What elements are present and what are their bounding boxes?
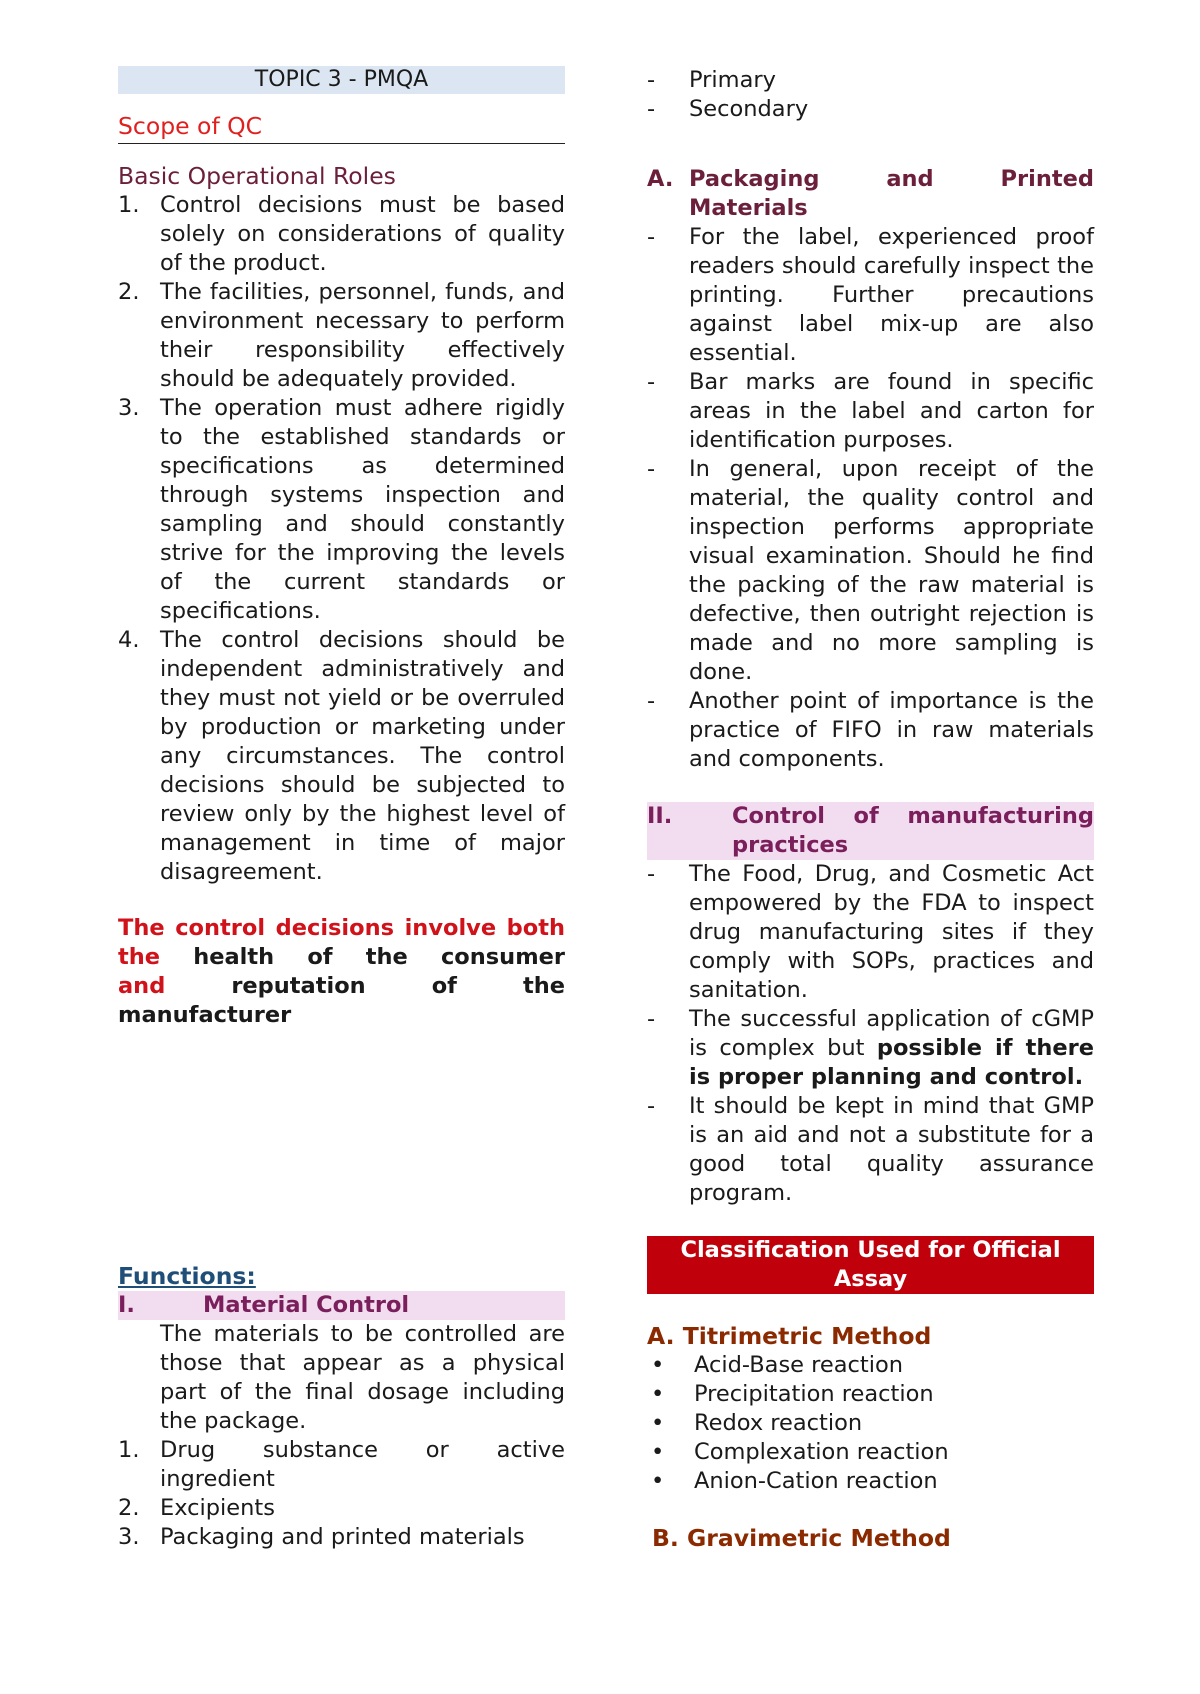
page-title: TOPIC 3 - PMQA — [118, 66, 565, 94]
list-item: - For the label, experienced proof readers should carefully inspect the printing. Further precautions against label mix-up are also essential. — [647, 223, 1094, 368]
list-item — [118, 626, 565, 887]
control-decisions-callout — [118, 914, 565, 1030]
list-item: - In general, upon receipt of the material, the quality control and inspection performs appropriate visual examination. Should he find the packing of the raw material is defective, then outright rejection is made and no more sampling is done. — [647, 455, 1094, 687]
titrimetric-heading: A. Titrimetric Method — [647, 1322, 932, 1350]
titrimetric-list — [647, 1351, 1094, 1496]
functions-heading: Functions: — [118, 1262, 256, 1290]
roman-numeral: II. — [647, 803, 673, 829]
left-column — [118, 66, 565, 1552]
list-item: - It should be kept in mind that GMP is an aid and not a substitute for a good total quality assurance program. — [647, 1092, 1094, 1208]
list-item — [118, 278, 565, 394]
list-item: - Bar marks are found in specific areas in the label and carton for identification purposes. — [647, 368, 1094, 455]
scope-heading: Scope of QC — [118, 112, 565, 144]
item-text: Packaging and printed materials — [160, 1524, 525, 1550]
item-text: Excipients — [160, 1495, 275, 1521]
item-number: 2. — [118, 1495, 140, 1521]
item-text: The facilities, personnel, funds, and environment necessary to perform their responsibility effectively should be adequately provided. — [160, 279, 565, 392]
callout-red-and: and — [118, 973, 166, 999]
right-column — [647, 66, 1094, 1553]
material-control-list — [118, 1436, 565, 1552]
callout-dark-text: health of the consumer — [193, 944, 565, 970]
list-item: • Precipitation reaction — [647, 1380, 1094, 1409]
list-item: - Secondary — [647, 95, 1094, 124]
list-item: • Acid-Base reaction — [647, 1351, 1094, 1380]
heading-word: and — [886, 166, 934, 192]
list-item — [118, 1436, 565, 1494]
packaging-list — [647, 223, 1094, 774]
item-text: Control decisions must be based solely on considerations of quality of the product. — [160, 192, 565, 276]
list-item — [118, 191, 565, 278]
list-item: • Anion-Cation reaction — [647, 1467, 1094, 1496]
list-item: - Another point of importance is the practice of FIFO in raw materials and components. — [647, 687, 1094, 774]
list-item — [647, 1005, 1094, 1092]
basic-roles-list — [118, 191, 565, 887]
gravimetric-heading: B. Gravimetric Method — [652, 1524, 951, 1552]
section-title: Material Control — [203, 1292, 410, 1318]
callout-dark-end: reputation of the manufacturer — [118, 973, 565, 1028]
callout-red-text: The control decisions involve both the — [118, 915, 565, 970]
roman-numeral: I. — [118, 1292, 135, 1318]
list-item: - Primary — [647, 66, 1094, 95]
heading-word: Printed — [1000, 166, 1094, 192]
material-control-intro: The materials to be controlled are those that appear as a physical part of the final dosage including the package. — [160, 1321, 565, 1434]
item-text: Drug substance or active ingredient — [160, 1437, 565, 1492]
material-control-heading — [118, 1291, 565, 1320]
list-item: • Complexation reaction — [647, 1438, 1094, 1467]
list-item — [118, 1494, 565, 1523]
item-text: The control decisions should be independent administratively and they must not yield or be overruled by production or marketing under any circumstances. The control decisions should be subjected to review only by the highest level of management in time of major disagreement. — [160, 627, 565, 885]
list-item: - The Food, Drug, and Cosmetic Act empowered by the FDA to inspect drug manufacturing sites if they comply with SOPs, practices and sanitation. — [647, 860, 1094, 1005]
basic-roles-heading: Basic Operational Roles — [118, 162, 396, 190]
item-bold-text: possible if there is proper planning and control. — [689, 1035, 1094, 1090]
assay-classification-banner: Classification Used for Official Assay — [647, 1236, 1094, 1294]
item-text: The operation must adhere rigidly to the established standards or specifications as determined through systems inspection and sampling and should constantly strive for the improving the levels of the current standards or specifications. — [160, 395, 565, 624]
section-letter: A. — [647, 166, 674, 192]
list-item — [118, 394, 565, 626]
list-item — [118, 1523, 565, 1552]
section-title: Control of manufacturing practices — [732, 803, 1094, 858]
item-number: 4. — [118, 627, 140, 653]
item-number: 3. — [118, 1524, 140, 1550]
item-number: 1. — [118, 1437, 140, 1463]
packaging-types-list — [647, 66, 1094, 124]
packaging-heading — [647, 165, 1094, 223]
item-number: 3. — [118, 395, 140, 421]
manufacturing-list — [647, 860, 1094, 1208]
item-number: 1. — [118, 192, 140, 218]
item-text: The successful application of cGMP is complex but — [689, 1006, 1094, 1061]
item-number: 2. — [118, 279, 140, 305]
manufacturing-heading — [647, 802, 1094, 860]
list-item: • Redox reaction — [647, 1409, 1094, 1438]
heading-word: Materials — [689, 195, 808, 221]
heading-word: Packaging — [689, 166, 820, 192]
